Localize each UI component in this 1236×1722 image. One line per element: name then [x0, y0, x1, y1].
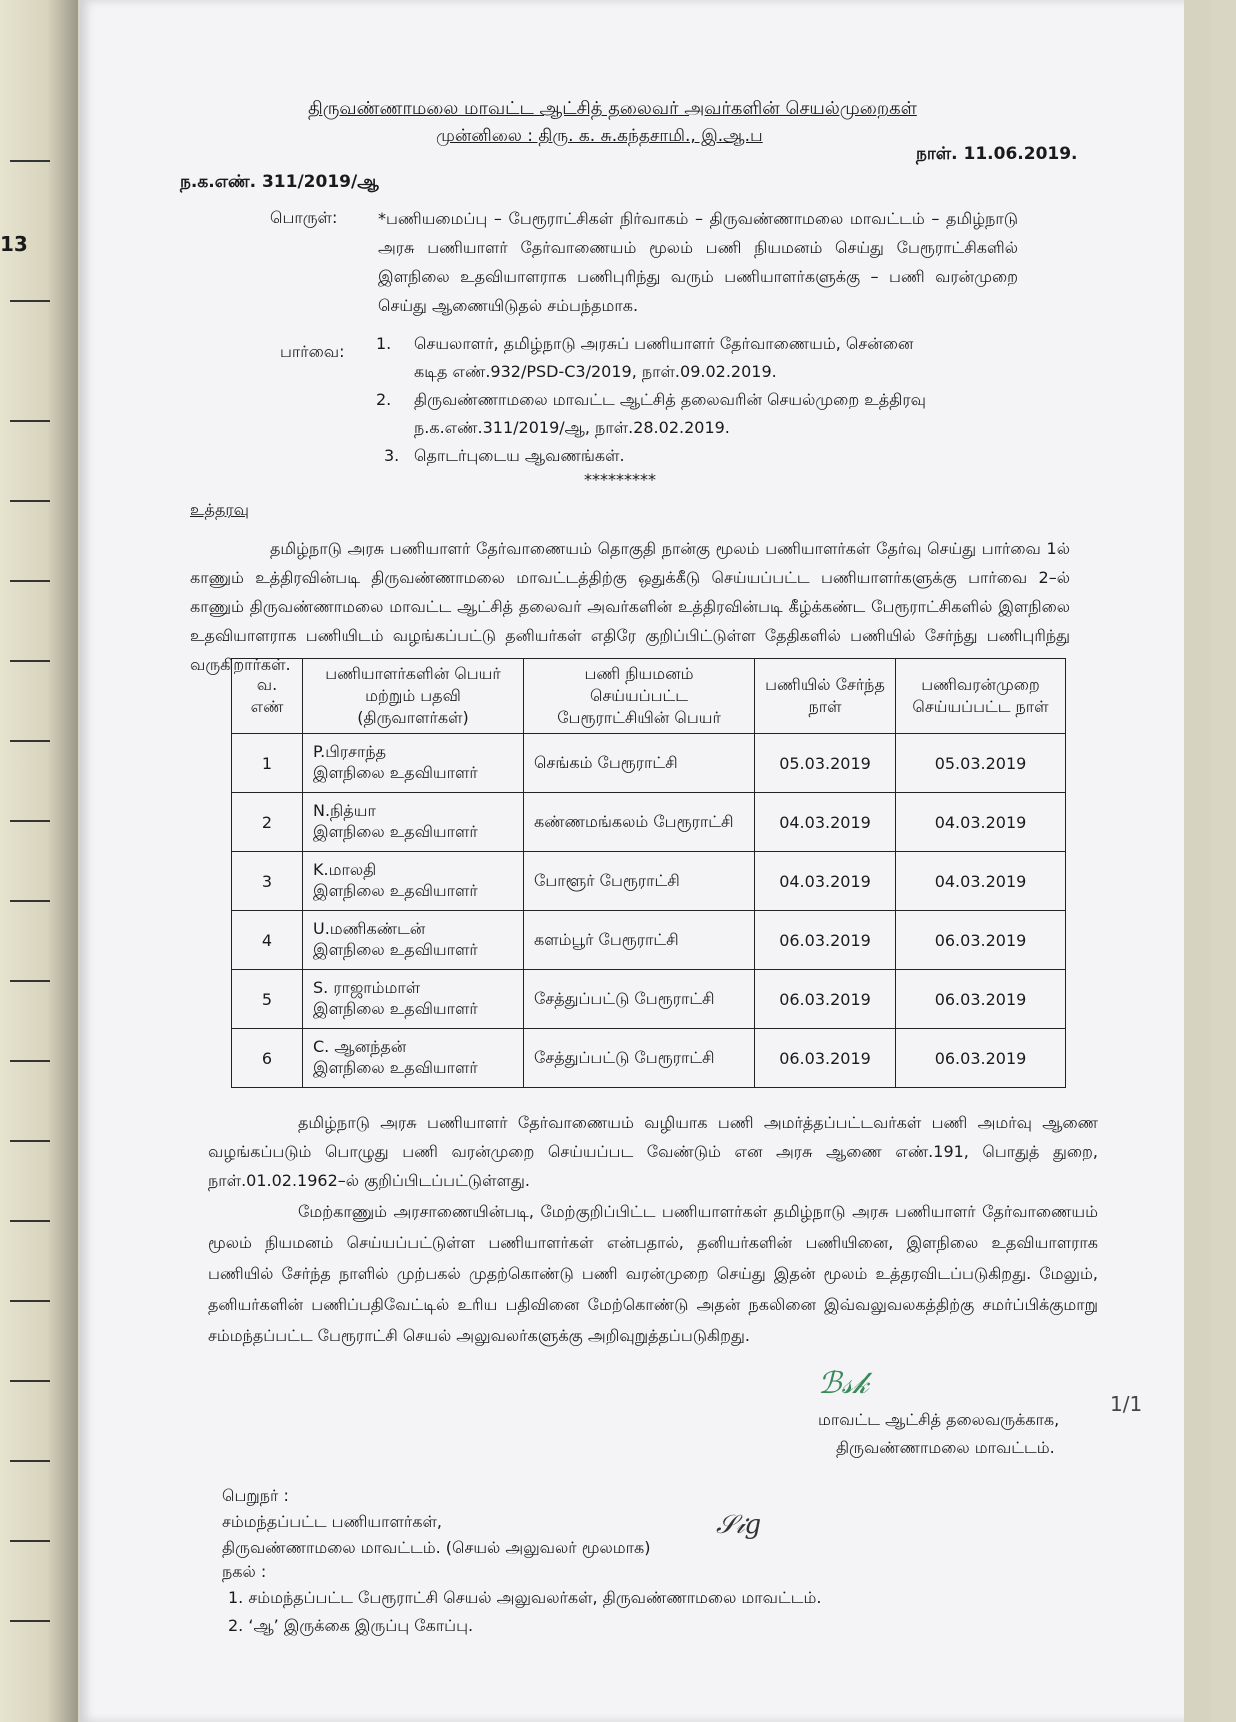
row-number: 6	[232, 1029, 303, 1088]
row-number: 1	[232, 734, 303, 793]
town-panchayat: களம்பூர் பேரூராட்சி	[524, 911, 755, 970]
column-header: பணியாளர்களின் பெயர் மற்றும் பதவி (திருவாளர்கள்)	[303, 659, 524, 734]
signatory-line1: மாவட்ட ஆட்சித் தலைவருக்காக,	[818, 1410, 1060, 1429]
joining-date: 06.03.2019	[755, 911, 896, 970]
order-paragraph-1: தமிழ்நாடு அரசு பணியாளர் தேர்வாணையம் தொகுதி நான்கு மூலம் பணியாளர்கள் தேர்வு செய்து பார்வை 1ல் காணும் உத்திரவின்படி திருவண்ணாமலை மாவட்டத்திற்கு ஒதுக்கீடு செய்யப்பட்ட பணியாளர்களுக்கு பார்வை 2–ல் காணும் திருவண்ணாமலை மாவட்ட ஆட்சித் தலைவர் அவர்களின் உத்திரவின்படி கீழ்க்கண்ட பேரூராட்சிகளில் இளநிலை உதவியாளராக பணியிடம் வழங்கப்பட்டு தனியர்கள் எதிரே குறிப்பிட்டுள்ள தேதிகளில் பணியில் சேர்ந்து பணிபுரிந்து வருகிறார்கள்.	[190, 539, 1070, 674]
order-heading: உத்தரவு	[190, 500, 249, 519]
presence-line: முன்னிலை : திரு. க. சு.கந்தசாமி., இ.ஆ.ப	[436, 126, 763, 146]
column-header: பணிவரன்முறை செய்யப்பட்ட நாள்	[896, 659, 1066, 734]
row-number: 5	[232, 970, 303, 1029]
staff-post: இளநிலை உதவியாளர்	[313, 999, 478, 1018]
staff-post: இளநிலை உதவியாளர்	[313, 940, 478, 959]
regularisation-date: 05.03.2019	[896, 734, 1066, 793]
joining-date: 05.03.2019	[755, 734, 896, 793]
table-row	[232, 852, 1066, 911]
regularisation-date: 04.03.2019	[896, 852, 1066, 911]
staff-name: N.நித்யா	[313, 801, 376, 820]
copy-label: நகல் :	[222, 1562, 267, 1581]
copy-item-2: 2. ‘ஆ’ இருக்கை இருப்பு கோப்பு.	[228, 1616, 474, 1635]
reference-number-3: 3.	[384, 446, 400, 465]
reference-number: ந.க.எண். 311/2019/ஆ	[180, 172, 379, 192]
staff-name: K.மாலதி	[313, 860, 377, 879]
town-panchayat: சேத்துப்பட்டு பேரூராட்சி	[524, 970, 755, 1029]
staff-post: இளநிலை உதவியாளர்	[313, 763, 478, 782]
staff-name: S. ராஜாம்மாள்	[313, 978, 421, 997]
regularisation-date: 04.03.2019	[896, 793, 1066, 852]
staff-cell	[303, 970, 524, 1029]
recipients-line2: திருவண்ணாமலை மாவட்டம். (செயல் அலுவலர் மூலமாக)	[222, 1538, 651, 1557]
recipients-line1: சம்மந்தப்பட்ட பணியாளர்கள்,	[222, 1512, 442, 1531]
signatory-line2: திருவண்ணாமலை மாவட்டம்.	[836, 1438, 1055, 1457]
document-title: திருவண்ணாமலை மாவட்ட ஆட்சித் தலைவர் அவர்களின் செயல்முறைகள்	[308, 98, 917, 119]
row-number: 3	[232, 852, 303, 911]
regularisation-date: 06.03.2019	[896, 1029, 1066, 1088]
staff-name: P.பிரசாந்த	[313, 742, 387, 761]
town-panchayat: செங்கம் பேரூராட்சி	[524, 734, 755, 793]
table-row	[232, 793, 1066, 852]
reference-1-line2: கடித எண்.932/PSD-C3/2019, நாள்.09.02.2019.	[414, 362, 777, 381]
staff-cell	[303, 793, 524, 852]
regularisation-date: 06.03.2019	[896, 970, 1066, 1029]
table-row	[232, 970, 1066, 1029]
copy-item-1: 1. சம்மந்தப்பட்ட பேரூராட்சி செயல் அலுவலர்கள், திருவண்ணாமலை மாவட்டம்.	[228, 1588, 822, 1607]
staff-post: இளநிலை உதவியாளர்	[313, 1058, 478, 1077]
staff-cell	[303, 734, 524, 793]
column-header: வ. எண்	[232, 659, 303, 734]
staff-post: இளநிலை உதவியாளர்	[313, 822, 478, 841]
references-label: பார்வை:	[280, 342, 345, 361]
staff-cell	[303, 852, 524, 911]
staff-cell	[303, 1029, 524, 1088]
subject-text: *பணியமைப்பு – பேரூராட்சிகள் நிர்வாகம் – திருவண்ணாமலை மாவட்டம் – தமிழ்நாடு அரசு பணியாளர் தேர்வாணையம் மூலம் பணி நியமனம் செய்து பேரூராட்சிகளில் இளநிலை உதவியாளராக பணிபுரிந்து வரும் பணியாளர்களுக்கு – பணி வரன்முறை செய்து ஆணையிடுதல் சம்பந்தமாக.	[378, 209, 1018, 315]
document-date: நாள். 11.06.2019.	[916, 144, 1078, 164]
town-panchayat: போளூர் பேரூராட்சி	[524, 852, 755, 911]
column-header: பணியில் சேர்ந்த நாள்	[755, 659, 896, 734]
regularisation-date: 06.03.2019	[896, 911, 1066, 970]
town-panchayat: சேத்துப்பட்டு பேரூராட்சி	[524, 1029, 755, 1088]
recipients-label: பெறுநர் :	[222, 1486, 289, 1505]
staff-post: இளநிலை உதவியாளர்	[313, 881, 478, 900]
reference-2-line1: திருவண்ணாமலை மாவட்ட ஆட்சித் தலைவரின் செயல்முறை உத்திரவு	[414, 390, 926, 409]
margin-page-number: 13	[0, 232, 28, 256]
reference-1-line1: செயலாளர், தமிழ்நாடு அரசுப் பணியாளர் தேர்வாணையம், சென்னை	[414, 334, 914, 353]
subject-label: பொருள்:	[270, 208, 338, 227]
column-header: பணி நியமனம் செய்யப்பட்ட பேரூராட்சியின் பெயர்	[524, 659, 755, 734]
joining-date: 06.03.2019	[755, 970, 896, 1029]
order-paragraph-2: தமிழ்நாடு அரசு பணியாளர் தேர்வாணையம் வழியாக பணி அமர்த்தப்பட்டவர்கள் பணி அமர்வு ஆணை வழங்கப்படும் பொழுது பணி வரன்முறை செய்யப்பட வேண்டும் என அரசு ஆணை எண்.191, பொதுத் துறை, நாள்.01.02.1962–ல் குறிப்பிடப்பட்டுள்ளது.	[208, 1113, 1098, 1190]
row-number: 4	[232, 911, 303, 970]
book-binding	[0, 0, 78, 1722]
separator-stars: *********	[584, 470, 656, 489]
joining-date: 04.03.2019	[755, 852, 896, 911]
table-row	[232, 1029, 1066, 1088]
staff-name: U.மணிகண்டன்	[313, 919, 426, 938]
town-panchayat: கண்ணமங்கலம் பேரூராட்சி	[524, 793, 755, 852]
table-row	[232, 734, 1066, 793]
reference-3-line1: தொடர்புடைய ஆவணங்கள்.	[414, 446, 625, 465]
initials-signature: 𝒮𝒾𝑔	[716, 1510, 762, 1540]
page-mark: 1/1	[1110, 1392, 1143, 1416]
joining-date: 06.03.2019	[755, 1029, 896, 1088]
officer-signature: ℬ𝓈𝓀	[818, 1366, 869, 1401]
row-number: 2	[232, 793, 303, 852]
order-paragraph-3: மேற்காணும் அரசாணையின்படி, மேற்குறிப்பிட்ட பணியாளர்கள் தமிழ்நாடு அரசு பணியாளர் தேர்வாணையம் மூலம் நியமனம் செய்யப்பட்டுள்ள பணியாளர்கள் என்பதால், தனியர்களின் பணியினை, இளநிலை உதவியாளராக பணியில் சேர்ந்த நாளில் முற்பகல் முதற்கொண்டு பணி வரன்முறை செய்து இதன் மூலம் உத்தரவிடப்படுகிறது. மேலும், தனியர்களின் பணிப்பதிவேட்டில் உரிய பதிவினை மேற்கொண்டு அதன் நகலினை இவ்வலுவலகத்திற்கு சமர்ப்பிக்குமாறு சம்மந்தப்பட்ட பேரூராட்சி செயல் அலுவலர்களுக்கு அறிவுறுத்தப்படுகிறது.	[208, 1202, 1098, 1345]
reference-number-1: 1.	[376, 334, 392, 353]
joining-date: 04.03.2019	[755, 793, 896, 852]
reference-2-line2: ந.க.எண்.311/2019/ஆ, நாள்.28.02.2019.	[414, 418, 730, 437]
table-row	[232, 911, 1066, 970]
staff-table	[231, 658, 1066, 1088]
staff-cell	[303, 911, 524, 970]
staff-name: C. ஆனந்தன்	[313, 1037, 407, 1056]
reference-number-2: 2.	[376, 390, 392, 409]
